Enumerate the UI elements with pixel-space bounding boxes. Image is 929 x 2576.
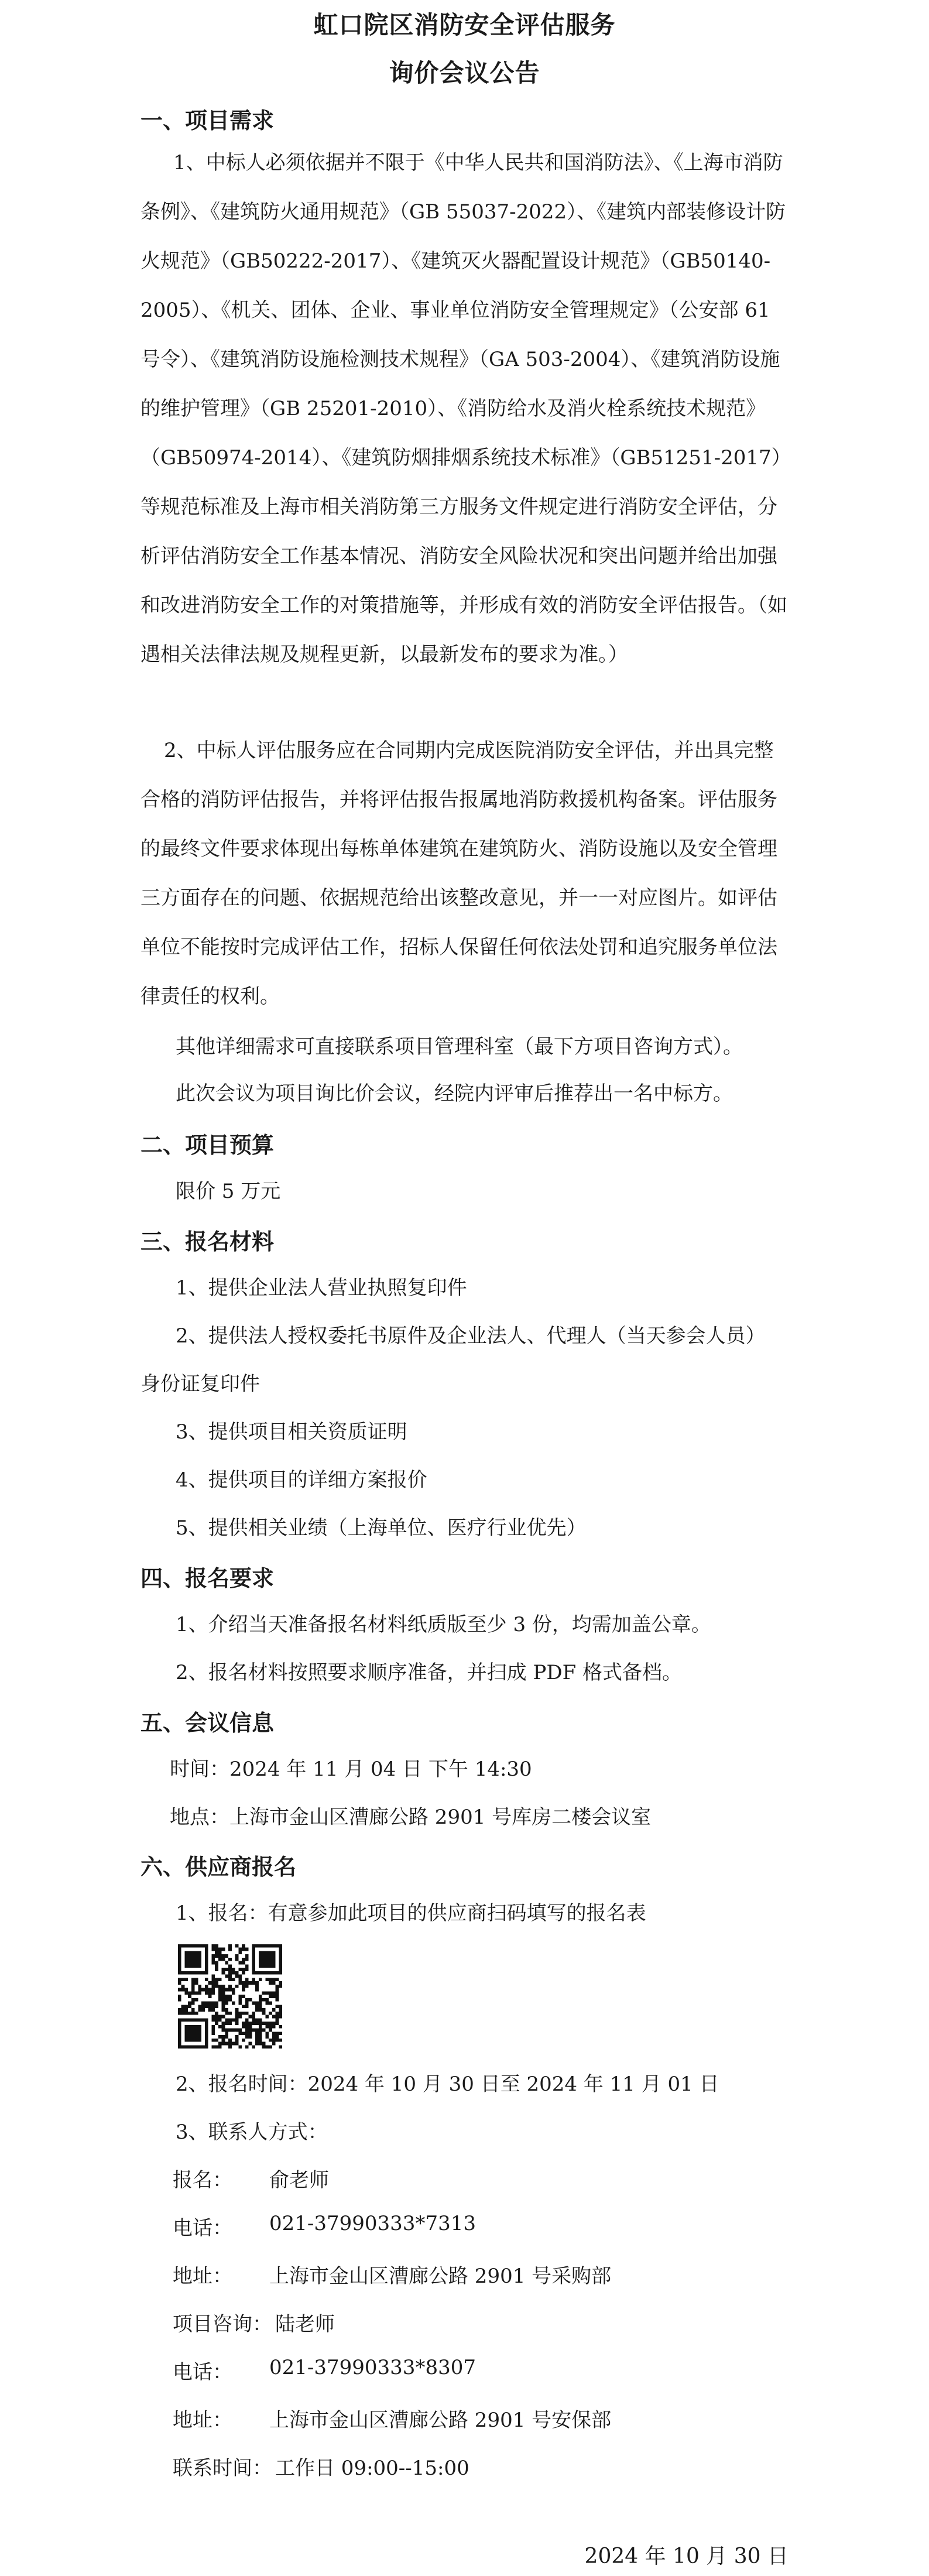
section-6-heading: 六、供应商报名 xyxy=(140,1854,297,1880)
registration-item-1: 1、报名：有意参加此项目的供应商扫码填写的报名表 xyxy=(176,1902,646,1925)
material-item-4: 4、提供项目的详细方案报价 xyxy=(176,1468,427,1492)
contact-label-phone-1: 电话： xyxy=(173,2217,232,2240)
page-subtitle: 询价会议公告 xyxy=(389,59,540,87)
section-1-heading: 一、项目需求 xyxy=(140,107,275,133)
contact-label-address-2: 地址： xyxy=(173,2409,232,2432)
contact-label-phone-2: 电话： xyxy=(173,2361,232,2384)
requirement-item-2: 2、报名材料按照要求顺序准备，并扫成 PDF 格式备档。 xyxy=(176,1661,682,1684)
section-1-para-1: 1、中标人必须依据并不限于《中华人民共和国消防法》、《上海市消防条例》、《建筑防火通用规范》（GB 55037-2022）、《建筑内部装修设计防火规范》（GB50222-2017）、《建筑灭火器配置设计规范》（GB50140-2005）、《机关、团体、企业、事业单位消防安全管理规定》（公安部 61 号令）、《建筑消防设施检测技术规程》（GA 503-2004）、《建筑消防设施的维护管理》（GB 25201-2010）、《消防给水及消火栓系统技术规范》（GB50974-2014）、《建筑防烟排烟系统技术标准》（GB51251-2017）等规范标准及上海市相关消防第三方服务文件规定进行消防安全评估，分析评估消防安全工作基本情况、消防安全风险状况和突出问题并给出加强和改进消防安全工作的对策措施等，并形成有效的消防安全评估报告。（如遇相关法律法规及规程更新，以最新发布的要求为准。） xyxy=(140,151,787,666)
contact-value-phone-2: 021-37990333*8307 xyxy=(269,2356,476,2379)
contact-value-address-1: 上海市金山区漕廊公路 2901 号采购部 xyxy=(269,2265,612,2288)
section-1-para-4: 此次会议为项目询比价会议，经院内评审后推荐出一名中标方。 xyxy=(176,1082,733,1105)
contact-label-address-1: 地址： xyxy=(173,2265,232,2288)
contact-label-hours: 联系时间： xyxy=(173,2457,272,2480)
requirement-item-1: 1、介绍当天准备报名材料纸质版至少 3 份，均需加盖公章。 xyxy=(176,1613,711,1636)
meeting-time: 时间：2024 年 11 月 04 日 下午 14:30 xyxy=(170,1758,532,1781)
contact-label-consult: 项目咨询： xyxy=(173,2313,272,2336)
contact-value-consult: 陆老师 xyxy=(275,2313,335,2336)
meeting-place: 地点：上海市金山区漕廊公路 2901 号库房二楼会议室 xyxy=(170,1806,652,1829)
section-4-heading: 四、报名要求 xyxy=(140,1565,275,1591)
material-item-3: 3、提供项目相关资质证明 xyxy=(176,1420,407,1444)
material-item-5: 5、提供相关业绩（上海单位、医疗行业优先） xyxy=(176,1516,587,1540)
contact-value-hours: 工作日 09:00--15:00 xyxy=(275,2457,469,2480)
section-1-para-3: 其他详细需求可直接联系项目管理科室（最下方项目咨询方式）。 xyxy=(176,1035,743,1059)
contact-label-signup: 报名： xyxy=(173,2169,232,2192)
contact-value-signup: 俞老师 xyxy=(269,2169,329,2192)
contact-value-address-2: 上海市金山区漕廊公路 2901 号安保部 xyxy=(269,2409,612,2432)
qr-code[interactable] xyxy=(174,1941,286,2052)
material-item-2: 2、提供法人授权委托书原件及企业法人、代理人（当天参会人员） xyxy=(176,1324,766,1348)
publish-date: 2024 年 10 月 30 日 xyxy=(584,2544,789,2568)
material-item-1: 1、提供企业法人营业执照复印件 xyxy=(176,1276,467,1300)
section-2-heading: 二、项目预算 xyxy=(140,1132,275,1158)
registration-item-2: 2、报名时间：2024 年 10 月 30 日至 2024 年 11 月 01 日 xyxy=(176,2073,719,2096)
budget-text: 限价 5 万元 xyxy=(176,1180,281,1203)
section-5-heading: 五、会议信息 xyxy=(140,1710,275,1736)
material-item-2-cont: 身份证复印件 xyxy=(140,1372,260,1396)
page-title: 虹口院区消防安全评估服务 xyxy=(313,11,616,39)
section-1-para-2: 2、中标人评估服务应在合同期内完成医院消防安全评估，并出具完整合格的消防评估报告，并将评估报告报属地消防救援机构备案。评估服务的最终文件要求体现出每栋单体建筑在建筑防火、消防设施以及安全管理三方面存在的问题、依据规范给出该整改意见，并一一对应图片。如评估单位不能按时完成评估工作，招标人保留任何依法处罚和追究服务单位法律责任的权利。 xyxy=(140,739,777,1008)
contact-value-phone-1: 021-37990333*7313 xyxy=(269,2212,476,2235)
registration-item-3: 3、联系人方式： xyxy=(176,2121,328,2144)
section-3-heading: 三、报名材料 xyxy=(140,1228,275,1255)
